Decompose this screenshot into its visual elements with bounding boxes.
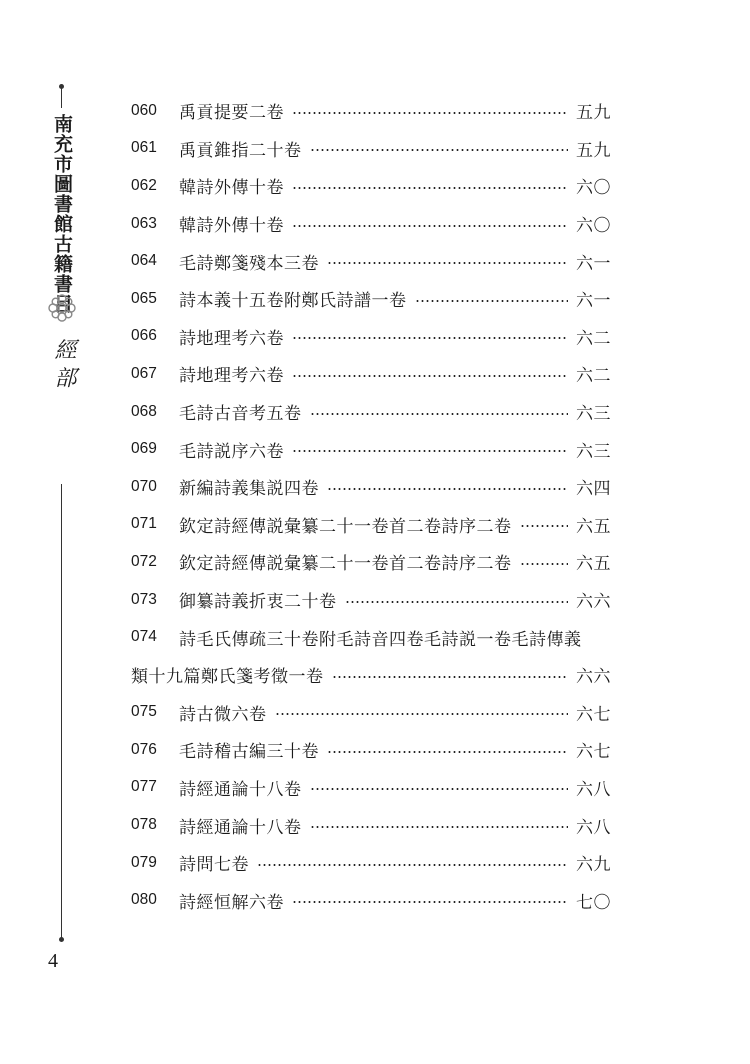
- entry-title: 欽定詩經傳説彙纂二十一卷首二卷詩序二卷: [179, 516, 512, 537]
- list-item: [131, 318, 611, 356]
- dot-leader: [327, 751, 568, 753]
- page-number: 4: [48, 950, 58, 972]
- entry-title: 詩地理考六卷: [179, 366, 284, 387]
- entry-page: 六〇: [576, 216, 611, 237]
- entry-number: 069: [131, 440, 157, 458]
- dot-leader: [415, 300, 569, 302]
- entry-title: 新編詩義集説四卷: [179, 479, 319, 500]
- entry-number: 075: [131, 703, 157, 721]
- contents-list: [131, 92, 611, 919]
- entry-page: 六五: [576, 554, 611, 575]
- side-bar: [42, 86, 82, 946]
- rule-dot: [59, 937, 64, 942]
- list-item: [131, 806, 611, 844]
- dot-leader: [292, 112, 568, 114]
- rule-dot: [59, 84, 64, 89]
- entry-page: 六七: [576, 704, 611, 725]
- entry-number: 063: [131, 214, 157, 232]
- side-rule-bottom: [61, 484, 62, 939]
- dot-leader: [310, 413, 569, 415]
- entry-number: 067: [131, 364, 157, 382]
- entry-number: 080: [131, 891, 157, 909]
- list-item: [131, 543, 611, 581]
- entry-page: 六六: [576, 592, 611, 613]
- list-item: [131, 130, 611, 168]
- dot-leader: [310, 788, 569, 790]
- dot-leader: [345, 601, 569, 603]
- entry-page: 五九: [576, 103, 611, 124]
- list-item: [131, 355, 611, 393]
- entry-number: 073: [131, 590, 157, 608]
- dot-leader: [520, 525, 569, 527]
- entry-title: 禹貢錐指二十卷: [179, 140, 302, 161]
- entry-number: 079: [131, 853, 157, 871]
- entry-page: 六八: [576, 817, 611, 838]
- flower-ornament-icon: [46, 292, 78, 324]
- dot-leader: [327, 488, 568, 490]
- dot-leader: [275, 713, 569, 715]
- entry-page: 六二: [576, 328, 611, 349]
- entry-title: 詩經通論十八卷: [179, 779, 302, 800]
- list-item: [131, 468, 611, 506]
- list-item: [131, 506, 611, 544]
- entry-title: 毛詩説序六卷: [179, 441, 284, 462]
- entry-page: 六五: [576, 516, 611, 537]
- list-item: [131, 844, 611, 882]
- list-item: [131, 694, 611, 732]
- entry-number: 074: [131, 628, 157, 646]
- entry-page: 六一: [576, 253, 611, 274]
- dot-leader: [310, 826, 569, 828]
- entry-number: 068: [131, 402, 157, 420]
- list-item: [131, 393, 611, 431]
- entry-page: 六四: [576, 479, 611, 500]
- entry-number: 065: [131, 289, 157, 307]
- dot-leader: [332, 676, 569, 678]
- dot-leader: [292, 901, 568, 903]
- entry-page: 六三: [576, 404, 611, 425]
- entry-title: 詩毛氏傳疏三十卷附毛詩音四卷毛詩説一卷毛詩傳義: [179, 629, 582, 650]
- list-item: [131, 280, 611, 318]
- entry-page: 六一: [576, 291, 611, 312]
- entry-title: 毛詩古音考五卷: [179, 404, 302, 425]
- entry-page: 六〇: [576, 178, 611, 199]
- entry-number: 071: [131, 515, 157, 533]
- entry-title: 韓詩外傳十卷: [179, 216, 284, 237]
- entry-title: 詩地理考六卷: [179, 328, 284, 349]
- list-item: [131, 167, 611, 205]
- entry-number: 062: [131, 176, 157, 194]
- entry-page: 六六: [576, 667, 611, 688]
- entry-number: 076: [131, 740, 157, 758]
- list-item-continued: [131, 656, 611, 694]
- list-item: [131, 769, 611, 807]
- entry-page: 七〇: [576, 892, 611, 913]
- entry-number: 060: [131, 101, 157, 119]
- dot-leader: [310, 149, 569, 151]
- dot-leader: [257, 864, 568, 866]
- entry-title: 詩經通論十八卷: [179, 817, 302, 838]
- entry-title: 韓詩外傳十卷: [179, 178, 284, 199]
- list-item: [131, 92, 611, 130]
- dot-leader: [292, 225, 568, 227]
- dot-leader: [327, 262, 568, 264]
- entry-number: 064: [131, 252, 157, 270]
- dot-leader: [520, 563, 569, 565]
- entry-page: 六三: [576, 441, 611, 462]
- entry-page: 六二: [576, 366, 611, 387]
- entry-page: 六七: [576, 742, 611, 763]
- entry-number: 070: [131, 477, 157, 495]
- dot-leader: [292, 337, 568, 339]
- book-title: 南充市圖書館古籍書目: [51, 114, 73, 314]
- entry-title: 毛詩鄭箋殘本三卷: [179, 253, 319, 274]
- list-item: [131, 430, 611, 468]
- dot-leader: [292, 450, 568, 452]
- dot-leader: [292, 375, 568, 377]
- side-rule-top: [61, 86, 62, 108]
- entry-title-continued: 類十九篇鄭氏箋考徵一卷: [131, 667, 324, 688]
- entry-title: 毛詩稽古編三十卷: [179, 742, 319, 763]
- entry-title: 禹貢提要二卷: [179, 103, 284, 124]
- entry-title: 詩本義十五卷附鄭氏詩譜一卷: [179, 291, 407, 312]
- entry-title: 欽定詩經傳説彙纂二十一卷首二卷詩序二卷: [179, 554, 512, 575]
- entry-page: 五九: [576, 140, 611, 161]
- entry-title: 御纂詩義折衷二十卷: [179, 592, 337, 613]
- list-item: [131, 242, 611, 280]
- entry-page: 六九: [576, 855, 611, 876]
- list-item: [131, 205, 611, 243]
- entry-title: 詩經恒解六卷: [179, 892, 284, 913]
- list-item: [131, 581, 611, 619]
- entry-page: 六八: [576, 779, 611, 800]
- entry-title: 詩問七卷: [179, 855, 249, 876]
- entry-number: 072: [131, 552, 157, 570]
- section-label: 經部: [51, 338, 76, 394]
- entry-title: 詩古微六卷: [179, 704, 267, 725]
- list-item: [131, 618, 611, 656]
- list-item: [131, 881, 611, 919]
- list-item: [131, 731, 611, 769]
- entry-number: 066: [131, 327, 157, 345]
- entry-number: 077: [131, 778, 157, 796]
- entry-number: 061: [131, 139, 157, 157]
- dot-leader: [292, 187, 568, 189]
- entry-number: 078: [131, 816, 157, 834]
